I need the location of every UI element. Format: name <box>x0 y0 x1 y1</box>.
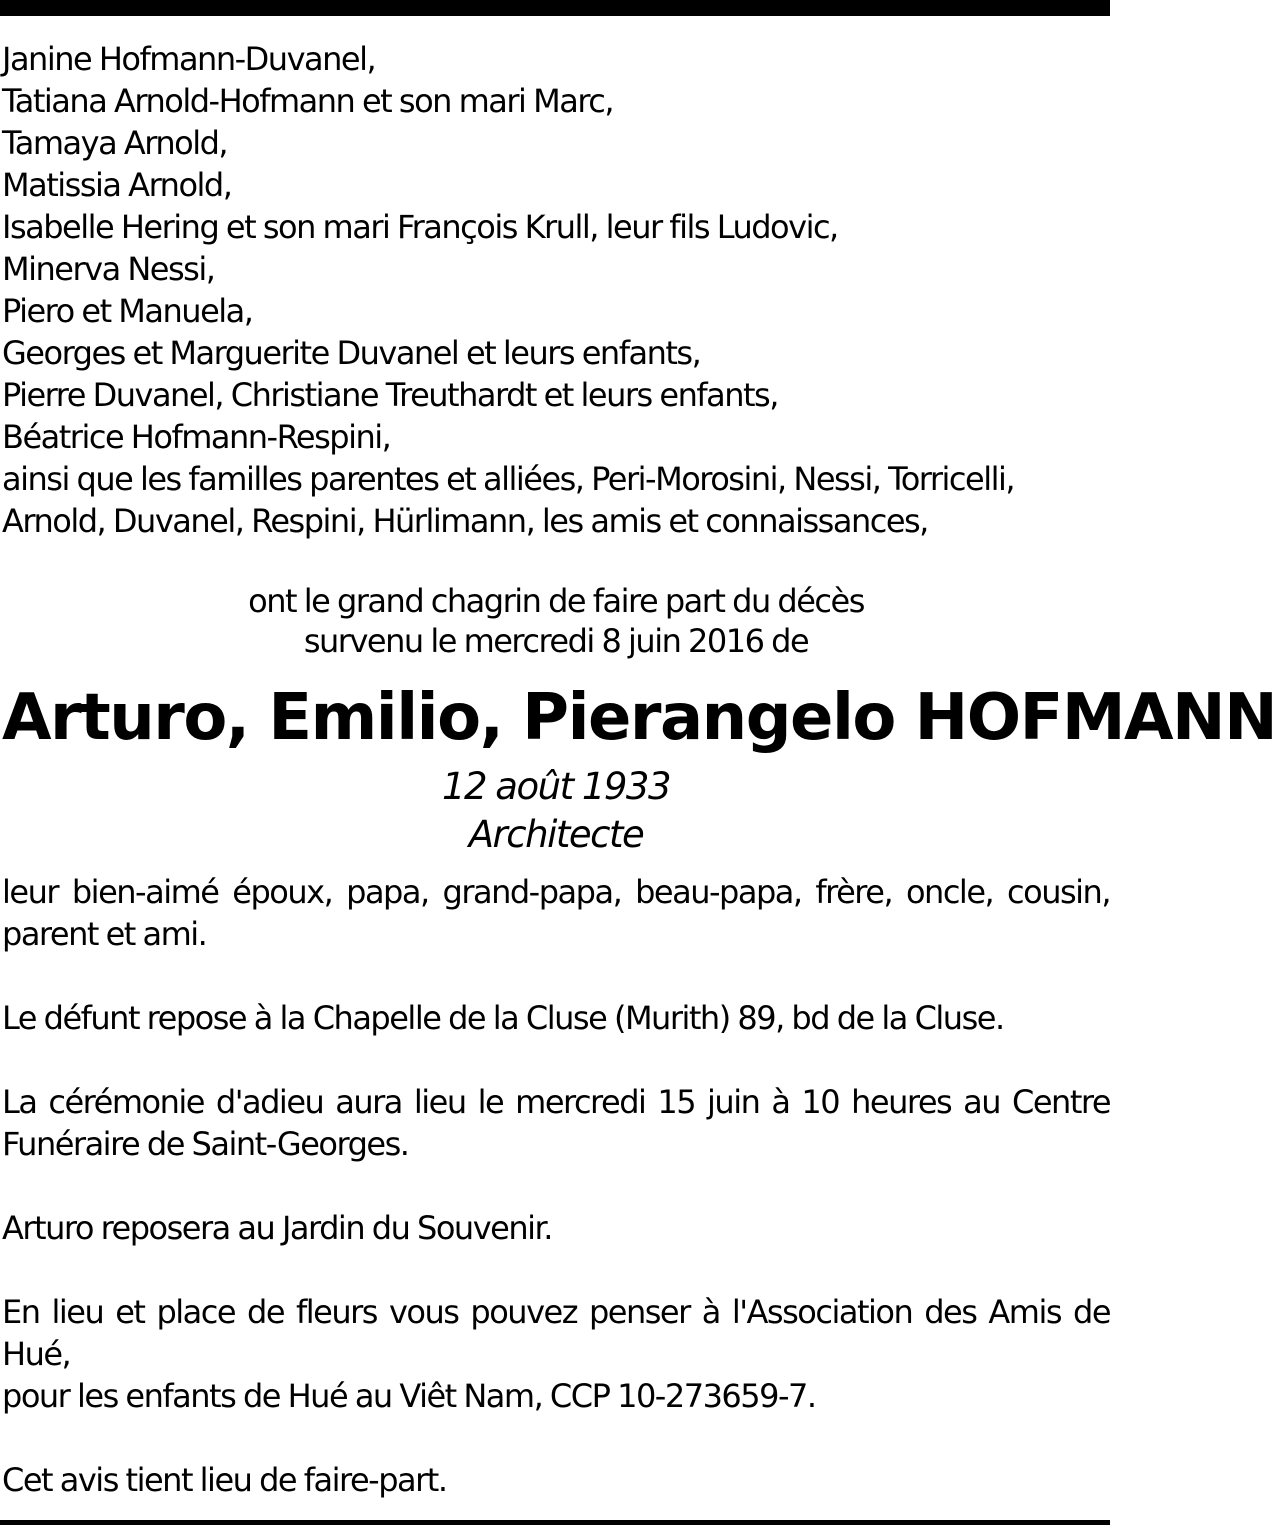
announcement <box>2 581 1110 661</box>
profession: Architecte <box>468 813 644 856</box>
announcement-line-1: ont le grand chagrin de faire part du décès <box>248 582 864 620</box>
garden-paragraph <box>2 1207 1110 1249</box>
top-rule <box>0 0 1110 16</box>
ceremony-line-2: Funéraire de Saint-Georges. <box>2 1125 409 1163</box>
deceased-name: Arturo, Emilio, Pierangelo HOFMANN <box>2 681 1276 755</box>
donation-line-3: pour les enfants de Hué au Viêt Nam, CCP 10-273659-7. <box>2 1377 816 1415</box>
ceremony-line-1: La cérémonie d'adieu aura lieu le mercredi 15 juin à 10 heures au Centre <box>2 1083 1110 1121</box>
family-line: Tatiana Arnold-Hofmann et son mari Marc, <box>2 82 614 120</box>
family-line: Janine Hofmann-Duvanel, <box>2 40 376 78</box>
garden-line: Arturo reposera au Jardin du Souvenir. <box>2 1209 552 1247</box>
relation-line-1: leur bien-aimé époux, papa, grand-papa, beau-papa, frère, oncle, cousin, <box>2 873 1110 911</box>
repose-line: Le défunt repose à la Chapelle de la Cluse (Murith) 89, bd de la Cluse. <box>2 999 1004 1037</box>
family-line: Isabelle Hering et son mari François Krull, leur fils Ludovic, <box>2 208 838 246</box>
closing-line: Cet avis tient lieu de faire-part. <box>2 1461 447 1499</box>
family-line: ainsi que les familles parentes et alliées, Peri-Morosini, Nessi, Torricelli, <box>2 460 1015 498</box>
family-line: Tamaya Arnold, <box>2 124 228 162</box>
relation-paragraph <box>2 871 1110 955</box>
repose-paragraph <box>2 997 1110 1039</box>
closing-paragraph <box>2 1459 1110 1501</box>
donation-line-2: Hué, <box>2 1335 71 1373</box>
family-line: Piero et Manuela, <box>2 292 253 330</box>
bottom-rule <box>0 1520 1110 1525</box>
family-line: Arnold, Duvanel, Respini, Hürlimann, les amis et connaissances, <box>2 502 928 540</box>
donation-paragraph <box>2 1291 1110 1417</box>
family-list <box>2 38 1110 542</box>
family-line: Pierre Duvanel, Christiane Treuthardt et leurs enfants, <box>2 376 778 414</box>
family-line: Matissia Arnold, <box>2 166 232 204</box>
relation-line-2: parent et ami. <box>2 915 207 953</box>
family-line: Georges et Marguerite Duvanel et leurs enfants, <box>2 334 701 372</box>
family-line: Béatrice Hofmann-Respini, <box>2 418 391 456</box>
announcement-line-2: survenu le mercredi 8 juin 2016 de <box>303 622 809 660</box>
family-line: Minerva Nessi, <box>2 250 215 288</box>
obituary-notice <box>2 38 1276 1501</box>
ceremony-paragraph <box>2 1081 1110 1165</box>
birth-date: 12 août 1933 <box>441 765 671 808</box>
donation-line-1: En lieu et place de fleurs vous pouvez penser à l'Association des Amis de <box>2 1293 1110 1331</box>
